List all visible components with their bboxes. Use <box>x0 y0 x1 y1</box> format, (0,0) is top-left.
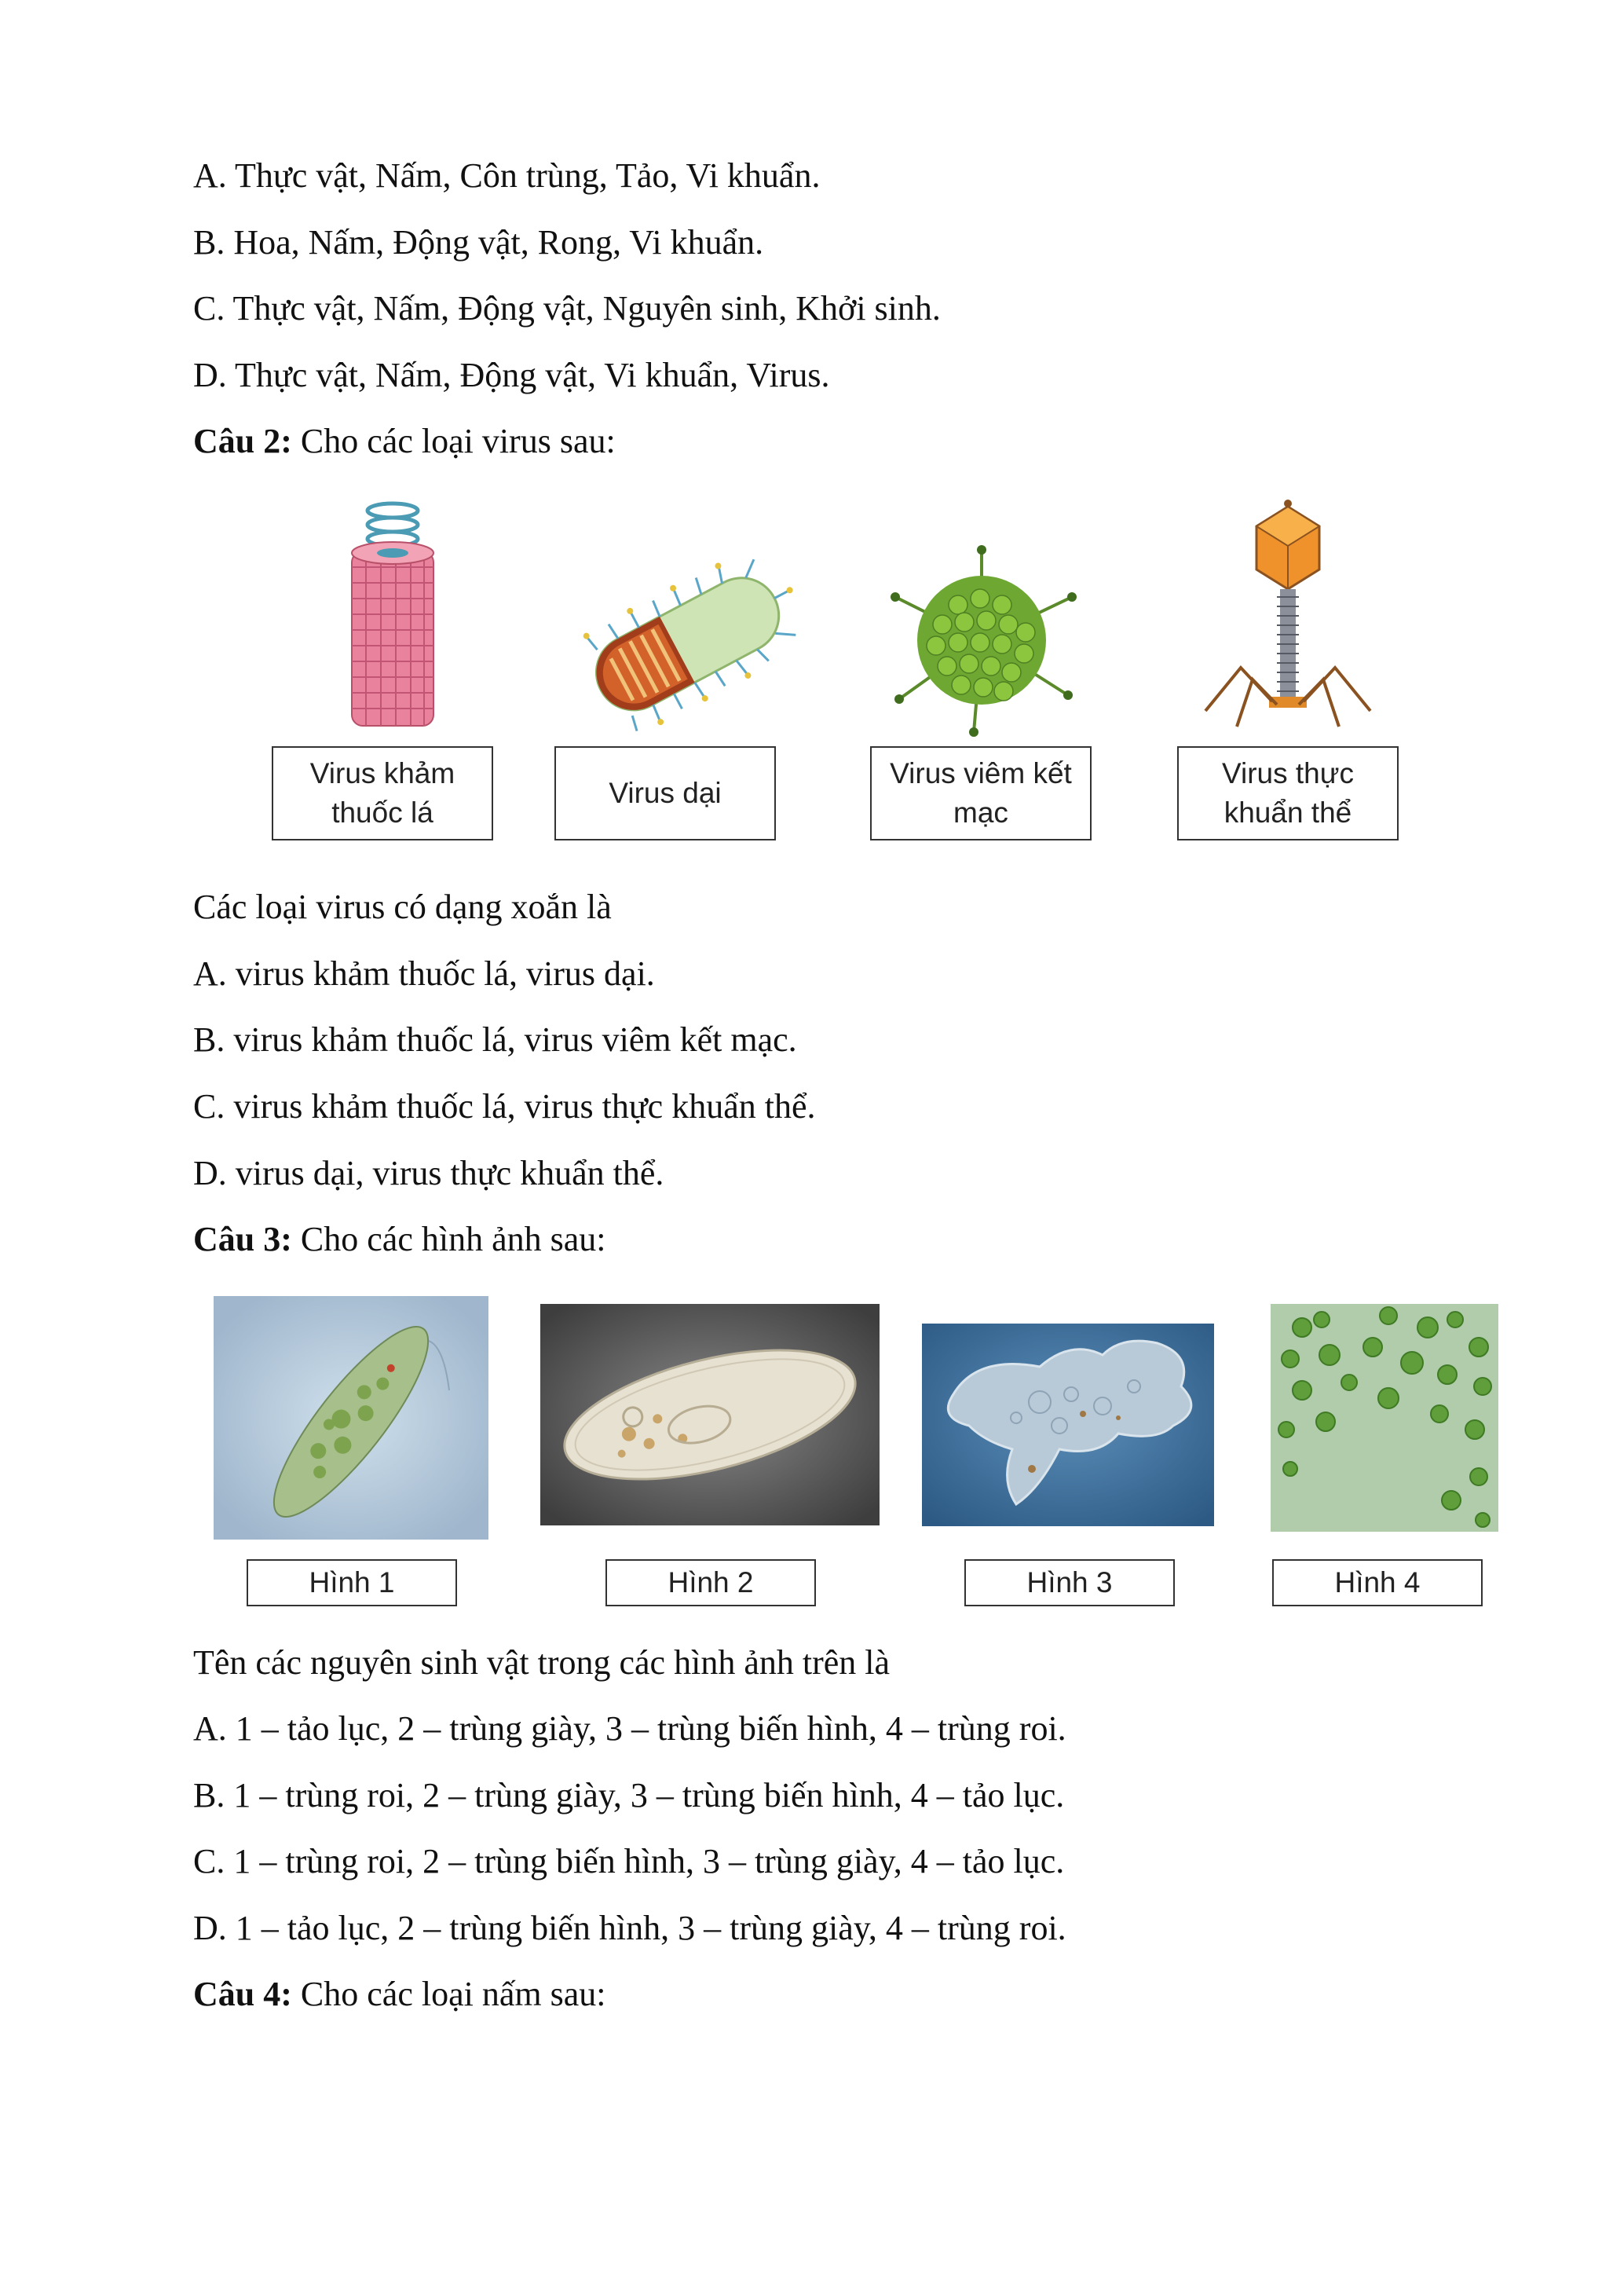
q3-option-a: A. 1 – tảo lục, 2 – trùng giày, 3 – trùng biến hình, 4 – trùng roi. <box>193 1709 1066 1748</box>
q2-heading <box>193 420 616 463</box>
q3-stem: Tên các nguyên sinh vật trong các hình ảnh trên là <box>193 1643 891 1682</box>
caption-tobacco-mosaic-virus <box>272 746 493 840</box>
caption-line: Virus viêm kết <box>890 757 1072 789</box>
caption-line: thuốc lá <box>331 796 433 829</box>
caption-line: khuẩn thể <box>1223 796 1352 829</box>
q1-option-c: C. Thực vật, Nấm, Động vật, Nguyên sinh, Khởi sinh. <box>193 289 941 328</box>
q1-option-b: B. Hoa, Nấm, Động vật, Rong, Vi khuẩn. <box>193 223 764 262</box>
q4-text: Cho các loại nấm sau: <box>291 1975 606 2013</box>
caption-bacteriophage <box>1177 746 1399 840</box>
caption-figure-3: Hình 3 <box>964 1559 1175 1606</box>
caption-line: Virus khảm <box>309 757 455 789</box>
conjunctivitis-virus-figure <box>880 542 1084 738</box>
q2-option-a: A. virus khảm thuốc lá, virus dại. <box>193 954 655 993</box>
rabies-virus-figure <box>558 554 809 734</box>
caption-figure-2: Hình 2 <box>605 1559 816 1606</box>
q4-label: Câu 4: <box>193 1975 292 2013</box>
figure-1-euglena-photo <box>214 1296 488 1540</box>
q3-option-b: B. 1 – trùng roi, 2 – trùng giày, 3 – trùng biến hình, 4 – tảo lục. <box>193 1776 1065 1814</box>
caption-figure-1: Hình 1 <box>247 1559 457 1606</box>
figure-4-green-algae-photo <box>1271 1304 1498 1532</box>
q2-text: Cho các loại virus sau: <box>291 422 616 460</box>
caption-rabies-virus <box>554 746 776 840</box>
q2-option-b: B. virus khảm thuốc lá, virus viêm kết mạc. <box>193 1020 797 1059</box>
caption-figure-4: Hình 4 <box>1272 1559 1483 1606</box>
bacteriophage-figure <box>1194 499 1382 734</box>
caption-line: mạc <box>953 796 1008 829</box>
tobacco-mosaic-virus-figure <box>338 495 448 731</box>
caption-conjunctivitis-virus <box>870 746 1092 840</box>
figure-3-amoeba-photo <box>922 1324 1214 1526</box>
caption-line: Virus dại <box>609 777 722 809</box>
q3-heading <box>193 1218 605 1261</box>
q3-text: Cho các hình ảnh sau: <box>291 1220 606 1258</box>
q2-label: Câu 2: <box>193 422 292 460</box>
q1-option-d: D. Thực vật, Nấm, Động vật, Vi khuẩn, Virus. <box>193 356 830 394</box>
q2-stem: Các loại virus có dạng xoắn là <box>193 888 612 926</box>
figure-2-paramecium-photo <box>540 1304 880 1525</box>
q3-label: Câu 3: <box>193 1220 292 1258</box>
caption-line: Virus thực <box>1221 757 1355 789</box>
q1-option-a: A. Thực vật, Nấm, Côn trùng, Tảo, Vi khuẩn. <box>193 156 821 195</box>
q3-option-d: D. 1 – tảo lục, 2 – trùng biến hình, 3 – trùng giày, 4 – trùng roi. <box>193 1909 1066 1947</box>
q2-option-c: C. virus khảm thuốc lá, virus thực khuẩn thể. <box>193 1087 816 1126</box>
q2-option-d: D. virus dại, virus thực khuẩn thể. <box>193 1154 664 1192</box>
q3-option-c: C. 1 – trùng roi, 2 – trùng biến hình, 3 – trùng giày, 4 – tảo lục. <box>193 1842 1065 1880</box>
q4-heading <box>193 1973 605 2016</box>
